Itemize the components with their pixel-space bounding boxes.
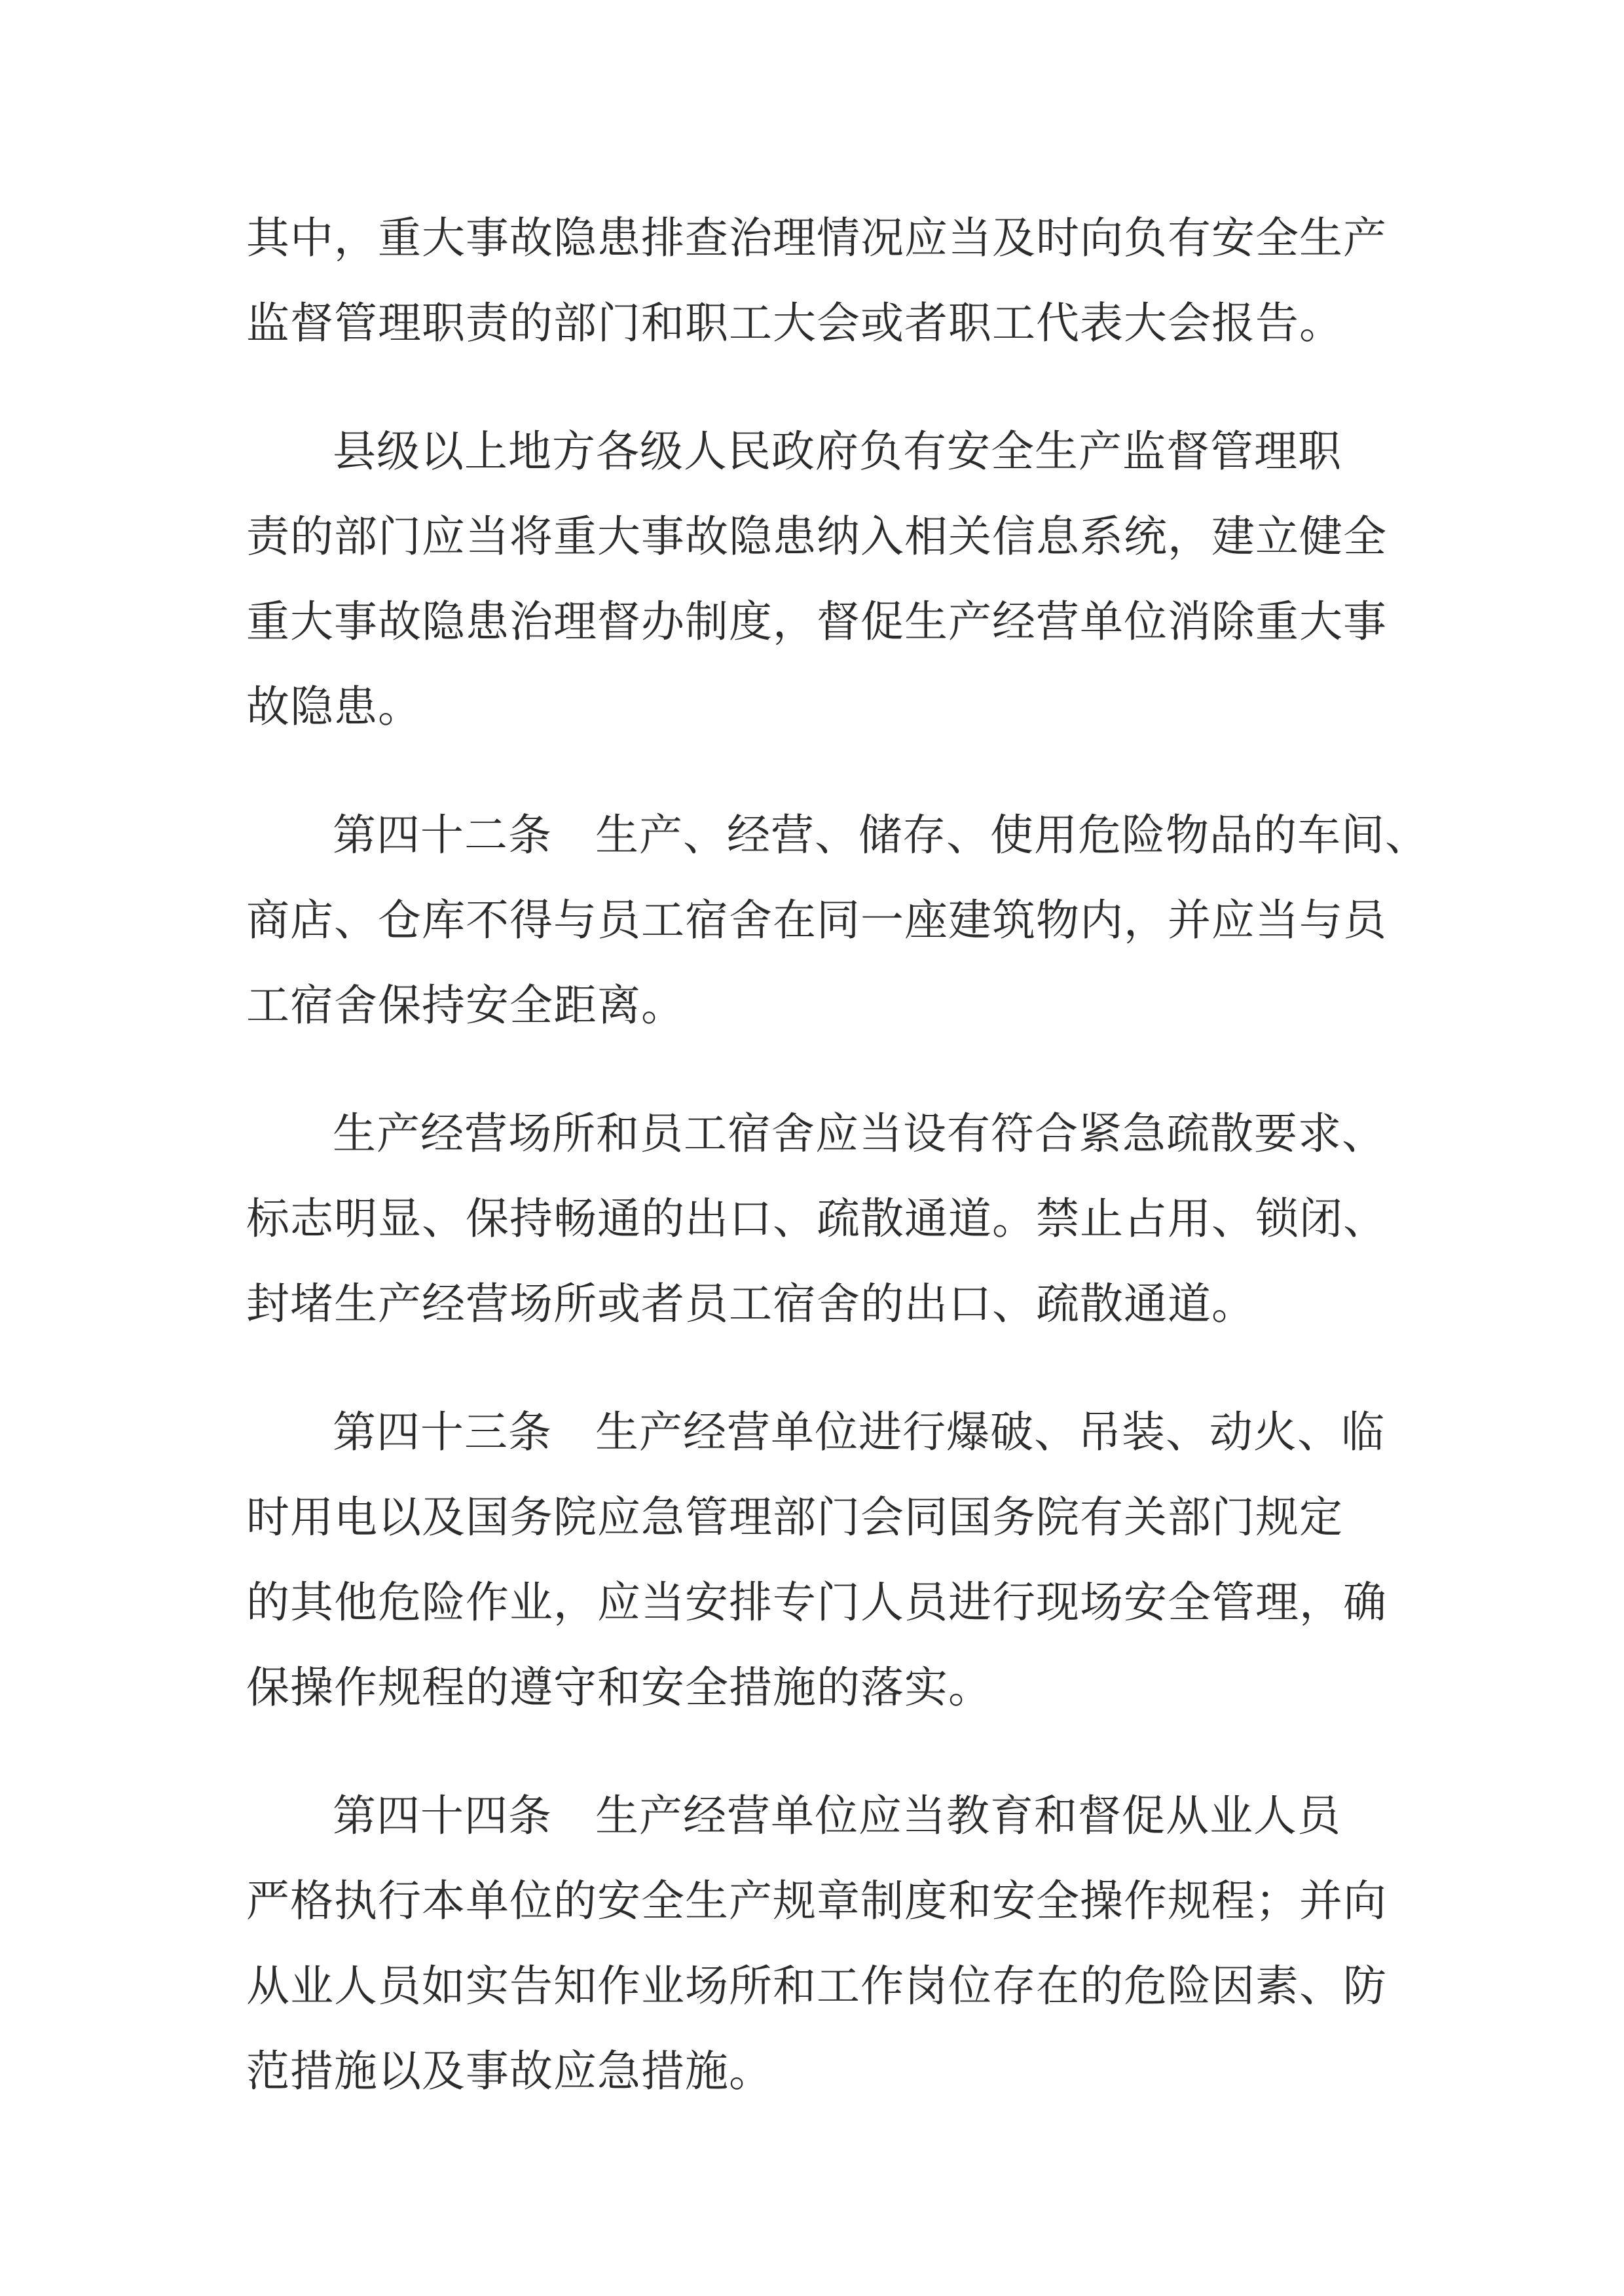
article-42-line-1: 生产、经营、储存、使用危险物品的车间、 <box>595 810 1429 860</box>
article-43-line-1: 生产经营单位进行爆破、吊装、动火、临 <box>595 1407 1385 1457</box>
article-44-number: 第四十四条 <box>333 1791 552 1841</box>
article-42-line-3: 工宿舍保持安全距离。 <box>246 980 685 1030</box>
paragraph-4-line-2: 标志明显、保持畅通的出口、疏散通道。禁止占用、锁闭、 <box>246 1194 1387 1244</box>
article-44-line-2: 严格执行本单位的安全生产规章制度和安全操作规程；并向 <box>246 1876 1387 1926</box>
paragraph-1-line-1: 其中，重大事故隐患排查治理情况应当及时向负有安全生产 <box>246 213 1387 263</box>
article-42-line-2: 商店、仓库不得与员工宿舍在同一座建筑物内，并应当与员 <box>246 895 1387 945</box>
paragraph-4-line-1: 生产经营场所和员工宿舍应当设有符合紧急疏散要求、 <box>333 1108 1386 1159</box>
paragraph-2-line-4: 故隐患。 <box>246 682 422 732</box>
article-44-line-3: 从业人员如实告知作业场所和工作岗位存在的危险因素、防 <box>246 1961 1387 2011</box>
article-43-line-3: 的其他危险作业，应当安排专门人员进行现场安全管理，确 <box>246 1577 1387 1628</box>
paragraph-2-line-3: 重大事故隐患治理督办制度，督促生产经营单位消除重大事 <box>246 596 1387 647</box>
paragraph-2-line-2: 责的部门应当将重大事故隐患纳入相关信息系统，建立健全 <box>246 511 1387 562</box>
article-42-first-line <box>333 796 1429 875</box>
paragraph-2-line-1: 县级以上地方各级人民政府负有安全生产监督管理职 <box>333 426 1342 477</box>
article-43-number: 第四十三条 <box>333 1407 552 1457</box>
article-44-line-1: 生产经营单位应当教育和督促从业人员 <box>595 1791 1341 1841</box>
article-43-line-4: 保操作规程的遵守和安全措施的落实。 <box>246 1662 992 1713</box>
paragraph-1-line-2: 监督管理职责的部门和职工大会或者职工代表大会报告。 <box>246 298 1343 348</box>
paragraph-4-line-3: 封堵生产经营场所或者员工宿舍的出口、疏散通道。 <box>246 1279 1255 1329</box>
article-43-first-line <box>333 1393 1385 1472</box>
article-44-first-line <box>333 1777 1341 1855</box>
article-44-line-4: 范措施以及事故应急措施。 <box>246 2046 773 2096</box>
article-42-number: 第四十二条 <box>333 810 552 860</box>
article-43-line-2: 时用电以及国务院应急管理部门会同国务院有关部门规定 <box>246 1492 1343 1542</box>
